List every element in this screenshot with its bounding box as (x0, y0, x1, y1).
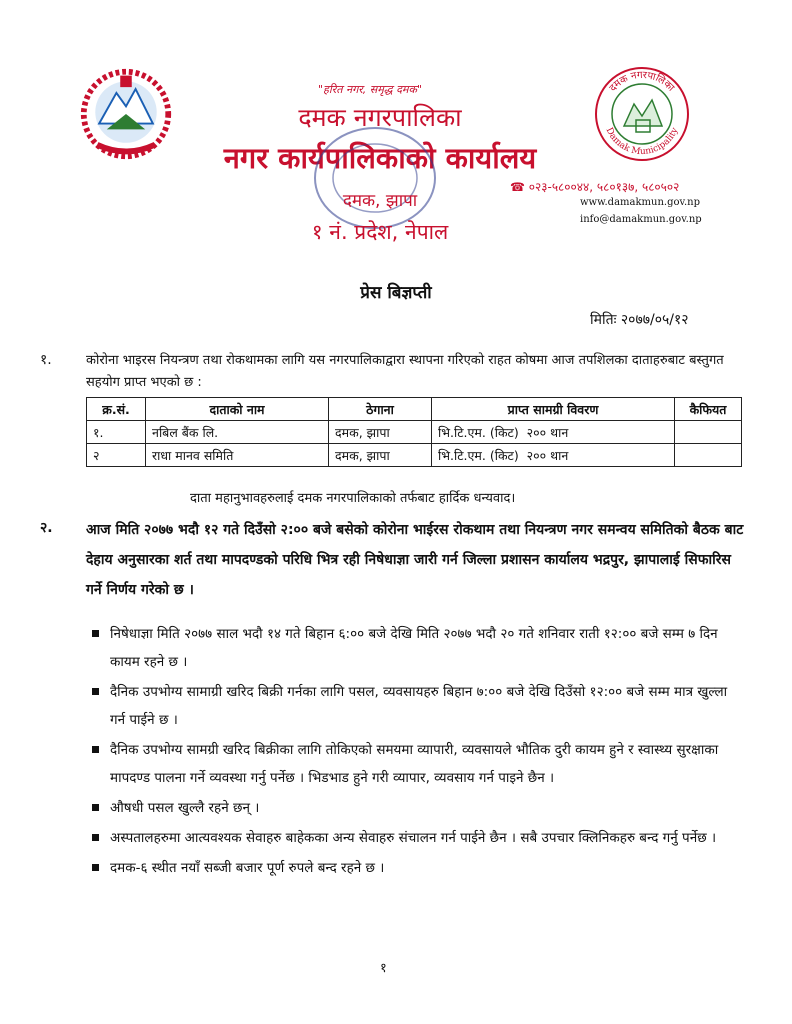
cell-serial: २ (87, 444, 146, 467)
list-item: दैनिक उपभोग्य सामग्री खरिद बिक्रीका लागि तोकिएको समयमा व्यापारी, व्यवसायले भौतिक दुरी कायम हुने र स्वास्थ्य सुरक्षाका मापदण्ड पालना गर्ने व्यवस्था गर्नु पर्नेछ । भिडभाड हुने गरी व्यापार, व्यवसाय गर्न पाइने छैन । (86, 736, 746, 792)
cell-remarks (675, 444, 742, 467)
table-row (87, 444, 742, 467)
col-serial: क्र.सं. (87, 398, 146, 421)
bullet-icon (92, 804, 99, 811)
nepal-emblem-icon (78, 66, 174, 162)
office-name: नगर कार्यपालिकाको कार्यालय (223, 141, 537, 175)
cell-address: दमक, झापा (329, 444, 432, 467)
col-remarks: कैफियत (675, 398, 742, 421)
cell-donor-name: राधा मानव समिति (146, 444, 329, 467)
section-number: २. (40, 520, 53, 536)
document-date: मितिः २०७७/०५/१२ (590, 312, 689, 328)
municipality-name: दमक नगरपालिका (298, 103, 462, 132)
col-address: ठेगाना (329, 398, 432, 421)
document-title: प्रेस बिज्ञप्ती (360, 283, 432, 303)
table-header-row (87, 398, 742, 421)
table-row (87, 421, 742, 444)
cell-serial: १. (87, 421, 146, 444)
section-1-text: कोरोना भाइरस नियन्त्रण तथा रोकथामका लागि यस नगरपालिकाद्वारा स्थापना गरिएको राहत कोषमा आज तपशिलका दाताहरुबाट बस्तुगत सहयोग प्राप्त भएको छ : (86, 353, 724, 390)
bullet-icon (92, 688, 99, 695)
bullet-icon (92, 630, 99, 637)
restriction-list (86, 620, 746, 884)
list-item: दैनिक उपभोग्य सामाग्री खरिद बिक्री गर्नका लागि पसल, व्यवसायहरु बिहान ७:०० बजे देखि दिउँसो १२:०० बजे सम्म मात्र खुल्ला गर्न पाईने छ । (86, 678, 746, 734)
province-country: १ नं. प्रदेश, नेपाल (311, 220, 449, 244)
list-item: निषेधाज्ञा मिति २०७७ साल भदौ १४ गते बिहान ६:०० बजे देखि मिति २०७७ भदौ २० गते शनिवार राती १२:०० बजे सम्म ७ दिन कायम रहने छ । (86, 620, 746, 676)
list-item: दमक-६ स्थीत नयाँ सब्जी बजार पूर्ण रुपले बन्द रहने छ । (86, 854, 746, 882)
col-donor-name: दाताको नाम (146, 398, 329, 421)
list-item: औषधी पसल खुल्लै रहने छन् । (86, 794, 746, 822)
page-number: १ (380, 961, 387, 976)
logo-arc-text-en: Damak Municipality (603, 126, 681, 158)
cell-address: दमक, झापा (329, 421, 432, 444)
bullet-icon (92, 834, 99, 841)
bullet-icon (92, 746, 99, 753)
logo-arc-text: दमक नगरपालिका (607, 69, 677, 94)
website[interactable]: www.damakmun.gov.np (580, 197, 700, 208)
thanks-note: दाता महानुभावहरुलाई दमक नगरपालिकाको तर्फबाट हार्दिक धन्यवाद। (190, 491, 516, 506)
slogan: "हरित नगर, समृद्ध दमक" (317, 83, 423, 96)
cell-remarks (675, 421, 742, 444)
col-items: प्राप्त सामग्री विवरण (432, 398, 675, 421)
office-place: दमक, झापा (342, 191, 418, 211)
section-2-text: आज मिति २०७७ भदौ १२ गते दिउँसो २:०० बजे बसेको कोरोना भाईरस रोकथाम तथा नियन्त्रण नगर समन्वय समितिको बैठक बाट देहाय अनुसारका शर्त तथा मापदण्डको परिधि भित्र रही निषेधाज्ञा जारी गर्न जिल्ला प्रशासन कार्यालय भद्रपुर, झापालाई सिफारिस गर्ने निर्णय गरेको छ । (86, 522, 744, 598)
cell-items: भि.टि.एम. (किट) २०० थान (432, 444, 675, 467)
bullet-icon (92, 864, 99, 871)
list-item: अस्पतालहरुमा आत्यवश्यक सेवाहरु बाहेकका अन्य सेवाहरु संचालन गर्न पाईने छैन । सबै उपचार क्लिनिकहरु बन्द गर्नु पर्नेछ । (86, 824, 746, 852)
phone-numbers: ०२३-५८००४४, ५८०१३७, ५८०५०२ (528, 180, 680, 194)
damak-municipality-logo-icon (592, 64, 692, 164)
section-number: १. (40, 352, 52, 368)
telephone-icon: ☎ (510, 180, 529, 194)
email[interactable]: info@damakmun.gov.np (580, 214, 702, 225)
cell-donor-name: नबिल बैंक लि. (146, 421, 329, 444)
donor-table (86, 397, 742, 467)
phone-line (510, 178, 679, 195)
cell-items: भि.टि.एम. (किट) २०० थान (432, 421, 675, 444)
